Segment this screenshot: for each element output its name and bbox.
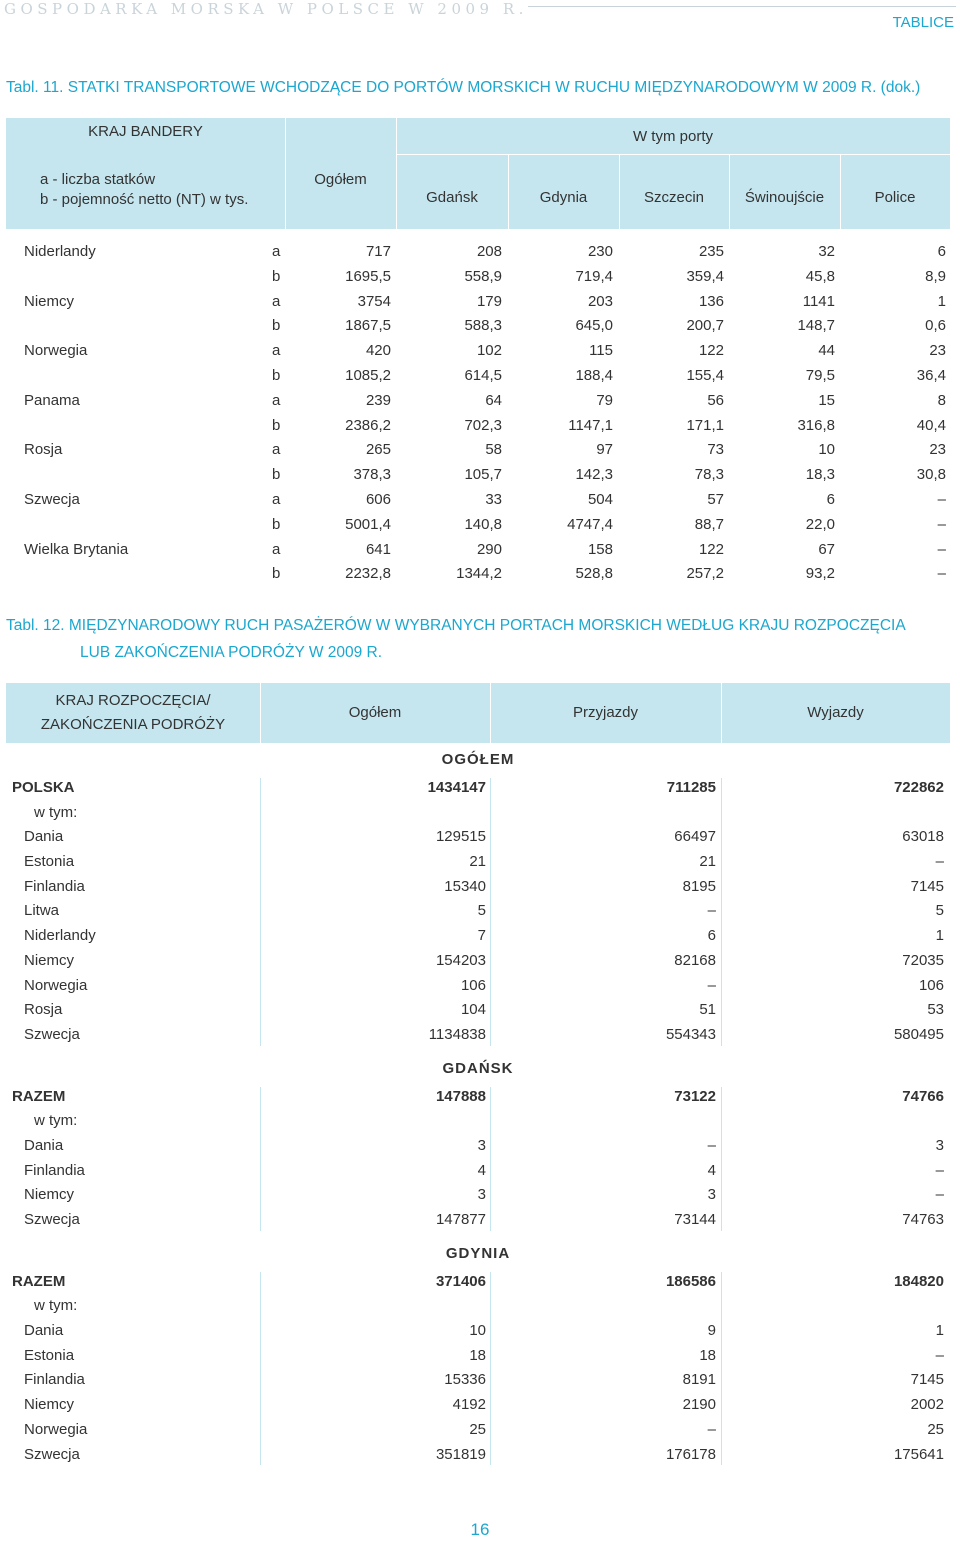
table11-title: Tabl. 11. STATKI TRANSPORTOWE WCHODZĄCE DO PORTÓW MORSKICH W RUCHU MIĘDZYNARODOWYM W 2009 R. (dok.): [6, 79, 921, 96]
cell-value: 554343: [665, 1025, 716, 1043]
cell-value: 40,4: [916, 416, 946, 434]
cell-value: 115: [589, 342, 613, 360]
cell-value: –: [937, 515, 946, 533]
cell-value: 2190: [682, 1396, 716, 1414]
cell-value: 717: [365, 243, 391, 260]
cell-value: 158: [587, 540, 613, 558]
cell-value: 32: [818, 243, 835, 260]
page-number: 16: [470, 1520, 490, 1539]
cell-value: –: [707, 1420, 716, 1438]
column-separator: [490, 1087, 491, 1231]
cell-value: 73144: [674, 1211, 716, 1228]
header-port-gdansk: Gdańsk: [426, 189, 478, 206]
cell-value: 10: [469, 1322, 486, 1340]
table-row: [6, 1183, 950, 1208]
cell-value: 147877: [435, 1211, 486, 1228]
cell-value: 171,1: [686, 416, 724, 434]
cell-value: –: [935, 1346, 944, 1364]
table12-title: Tabl. 12. MIĘDZYNARODOWY RUCH PASAŻERÓW W WYBRANYCH PORTACH MORSKICH WEDŁUG KRAJU ROZPOCZĘCIA: [6, 617, 906, 634]
cell-value: 200,7: [686, 317, 724, 335]
cell-value: 1085,2: [345, 366, 391, 384]
header-arrivals: Przyjazdy: [572, 704, 639, 721]
row-label: Niemcy: [24, 1396, 75, 1414]
cell-value: 72035: [902, 951, 944, 969]
cell-value: 23: [929, 441, 946, 459]
table-row: [6, 389, 950, 414]
cell-value: 30,8: [916, 466, 946, 484]
table-row: [6, 562, 950, 587]
cell-value: 558,9: [464, 267, 502, 285]
header-port-szczecin: Szczecin: [643, 189, 705, 206]
cell-value: 186586: [665, 1272, 716, 1290]
cell-value: 722862: [893, 779, 944, 796]
legend-b: b - pojemność netto (NT) w tys.: [40, 191, 249, 208]
cell-value: 702,3: [464, 416, 502, 434]
cell-value: 175641: [893, 1445, 944, 1463]
cell-value: 1434147: [427, 779, 486, 796]
cell-value: 122: [698, 342, 724, 360]
cell-value: –: [707, 902, 716, 920]
table-row: [6, 513, 950, 538]
cell-value: 528,8: [575, 565, 613, 583]
table-row: [6, 899, 950, 924]
table12-title-line2: LUB ZAKOŃCZENIA PODRÓŻY W 2009 R.: [80, 644, 383, 661]
cell-value: 188,4: [575, 366, 613, 384]
cell-value: 15336: [444, 1371, 486, 1389]
table-row: [6, 998, 950, 1023]
row-label: Dania: [24, 1136, 64, 1154]
cell-value: 3: [707, 1186, 716, 1204]
cell-value: 8191: [682, 1371, 716, 1389]
cell-value: 1867,5: [345, 317, 391, 335]
cell-value: 10: [818, 441, 835, 459]
row-indicator: b: [272, 565, 281, 583]
row-label: POLSKA: [12, 779, 75, 796]
row-label: Estonia: [24, 1346, 75, 1364]
cell-value: 6: [707, 927, 716, 945]
row-country: Szwecja: [24, 490, 80, 508]
cell-value: 105,7: [464, 466, 502, 484]
table-row: [6, 538, 950, 563]
cell-value: 8195: [682, 877, 716, 895]
cell-value: 3754: [357, 292, 391, 310]
table-row: [6, 1418, 950, 1443]
section-label: TABLICE: [892, 14, 954, 31]
row-indicator: a: [272, 441, 281, 459]
table-row: [6, 1023, 950, 1048]
column-separator: [260, 778, 261, 1046]
row-label: Niemcy: [24, 951, 75, 969]
cell-value: 64: [485, 391, 502, 409]
table-row: [6, 240, 950, 265]
cell-value: 57: [707, 490, 724, 508]
table11-header: [6, 118, 950, 229]
cell-value: 711285: [666, 779, 716, 796]
table-row: [6, 776, 950, 801]
cell-value: 265: [365, 441, 391, 459]
table11-body: [6, 240, 950, 587]
row-indicator: a: [272, 243, 281, 260]
cell-value: 641: [365, 540, 391, 558]
cell-value: 79,5: [805, 366, 835, 384]
table-row: [6, 1443, 950, 1468]
cell-value: 74763: [902, 1211, 944, 1228]
table-row: [6, 1159, 950, 1184]
row-label: Niderlandy: [24, 927, 96, 945]
running-head: GOSPODARKA MORSKA W POLSCE W 2009 R.: [4, 0, 528, 18]
table-row: [6, 364, 950, 389]
cell-value: 2232,8: [345, 565, 391, 583]
table-row: [6, 1294, 950, 1319]
column-separator: [490, 1272, 491, 1466]
cell-value: 73: [707, 441, 724, 459]
row-label: Niemcy: [24, 1186, 75, 1204]
table-row: [6, 850, 950, 875]
row-country: Norwegia: [24, 342, 88, 360]
cell-value: 88,7: [694, 515, 724, 533]
header-country: KRAJ BANDERY: [88, 123, 203, 140]
row-indicator: a: [272, 342, 281, 360]
cell-value: 106: [918, 976, 944, 994]
column-separator: [260, 1087, 261, 1231]
cell-value: 142,3: [575, 466, 613, 484]
row-label: Finlandia: [24, 1371, 85, 1389]
cell-value: 614,5: [464, 366, 502, 384]
cell-value: 2386,2: [345, 416, 391, 434]
cell-value: 359,4: [686, 267, 724, 285]
cell-value: –: [935, 1161, 944, 1179]
cell-value: 15: [818, 391, 835, 409]
header-port-police: Police: [874, 189, 916, 206]
row-label: Norwegia: [24, 976, 88, 994]
table-row: [6, 1368, 950, 1393]
cell-value: 8: [937, 391, 946, 409]
header-port-swinoujscie: Świnoujście: [744, 189, 825, 206]
cell-value: 645,0: [575, 317, 613, 335]
row-label: Norwegia: [24, 1420, 88, 1438]
row-label: Litwa: [24, 902, 60, 920]
header-rule: [528, 6, 956, 7]
cell-value: 36,4: [916, 366, 946, 384]
row-label: w tym:: [34, 803, 78, 821]
cell-value: 203: [587, 292, 613, 310]
cell-value: 97: [596, 441, 613, 459]
table-row: [6, 1109, 950, 1134]
cell-value: 179: [476, 292, 502, 310]
cell-value: 290: [476, 540, 502, 558]
cell-value: 82168: [674, 951, 716, 969]
column-separator: [721, 778, 722, 1046]
row-indicator: b: [272, 466, 281, 484]
cell-value: 504: [587, 490, 613, 508]
cell-value: 371406: [435, 1272, 486, 1290]
cell-value: –: [935, 1186, 944, 1204]
cell-value: 18: [699, 1346, 716, 1364]
table12-header: [6, 683, 950, 743]
cell-value: 1344,2: [456, 565, 502, 583]
row-country: Niderlandy: [24, 243, 96, 260]
cell-value: 719,4: [575, 267, 613, 285]
cell-value: 102: [476, 342, 502, 360]
cell-value: 9: [707, 1322, 716, 1340]
table-row: [6, 339, 950, 364]
cell-value: 257,2: [686, 565, 724, 583]
cell-value: 78,3: [694, 466, 724, 484]
cell-value: 53: [927, 1001, 944, 1019]
row-indicator: a: [272, 391, 281, 409]
cell-value: 56: [707, 391, 724, 409]
cell-value: 147888: [435, 1087, 486, 1105]
cell-value: 1141: [802, 292, 835, 310]
table-row: [6, 825, 950, 850]
table-row: [6, 463, 950, 488]
row-indicator: a: [272, 292, 281, 310]
cell-value: 4747,4: [567, 515, 613, 533]
cell-value: 1134838: [428, 1025, 486, 1043]
row-indicator: b: [272, 515, 281, 533]
cell-value: 6: [937, 243, 946, 260]
cell-value: 51: [699, 1001, 716, 1019]
table-row: [6, 488, 950, 513]
cell-value: 18: [469, 1346, 486, 1364]
cell-value: 378,3: [353, 466, 391, 484]
cell-value: 606: [365, 490, 391, 508]
section-label: GDYNIA: [445, 1244, 511, 1262]
row-country: Niemcy: [24, 292, 75, 310]
cell-value: 5: [935, 902, 944, 920]
table-row: [6, 1085, 950, 1110]
cell-value: –: [935, 853, 944, 871]
row-indicator: b: [272, 317, 281, 335]
row-label: RAZEM: [12, 1272, 66, 1290]
cell-value: 104: [460, 1001, 486, 1019]
row-label: Dania: [24, 828, 64, 846]
cell-value: –: [937, 565, 946, 583]
cell-value: 122: [698, 540, 724, 558]
row-label: Finlandia: [24, 1161, 85, 1179]
table-row: [6, 1208, 950, 1233]
cell-value: 140,8: [464, 515, 502, 533]
cell-value: 21: [699, 853, 716, 871]
cell-value: 3: [477, 1136, 486, 1154]
cell-value: 420: [365, 342, 391, 360]
cell-value: 184820: [893, 1272, 944, 1290]
row-country: Rosja: [24, 441, 63, 459]
row-indicator: a: [272, 540, 281, 558]
cell-value: 4: [707, 1161, 716, 1179]
row-indicator: a: [272, 490, 281, 508]
cell-value: 7145: [910, 1371, 944, 1389]
cell-value: 1695,5: [345, 267, 391, 285]
header-total: Ogółem: [348, 704, 402, 721]
cell-value: 4192: [452, 1396, 486, 1414]
cell-value: 176178: [665, 1445, 716, 1463]
cell-value: 33: [485, 490, 502, 508]
column-separator: [721, 1272, 722, 1466]
cell-value: –: [707, 1136, 716, 1154]
cell-value: 6: [826, 490, 835, 508]
cell-value: 316,8: [797, 416, 835, 434]
cell-value: 1: [935, 1322, 944, 1340]
table-row: [6, 1319, 950, 1344]
cell-value: 1: [935, 927, 944, 945]
cell-value: 25: [927, 1420, 944, 1438]
cell-value: 3: [477, 1186, 486, 1204]
table-row: [6, 924, 950, 949]
header-total: Ogółem: [314, 171, 367, 188]
cell-value: 148,7: [797, 317, 835, 335]
row-indicator: b: [272, 267, 281, 285]
section-heading: [6, 745, 950, 776]
table-row: [6, 949, 950, 974]
table-row: [6, 974, 950, 999]
cell-value: 580495: [893, 1025, 944, 1043]
table-row: [6, 875, 950, 900]
cell-value: 154203: [435, 951, 486, 969]
row-label: Estonia: [24, 853, 75, 871]
cell-value: 18,3: [805, 466, 835, 484]
section-label: OGÓŁEM: [441, 751, 515, 768]
row-label: Szwecja: [24, 1445, 80, 1463]
cell-value: 67: [818, 540, 835, 558]
table-row: [6, 265, 950, 290]
cell-value: 0,6: [925, 317, 946, 335]
header-ports-group: W tym porty: [632, 128, 713, 145]
cell-value: 21: [469, 853, 486, 871]
cell-value: 63018: [902, 828, 944, 846]
cell-value: 66497: [674, 828, 716, 846]
cell-value: 351819: [435, 1445, 486, 1463]
row-label: w tym:: [34, 1297, 78, 1315]
cell-value: –: [937, 490, 946, 508]
cell-value: 93,2: [805, 565, 835, 583]
table-row: [6, 1393, 950, 1418]
cell-value: 5001,4: [345, 515, 391, 533]
table-row: [6, 414, 950, 439]
cell-value: 79: [596, 391, 613, 409]
row-indicator: b: [272, 366, 281, 384]
cell-value: 136: [698, 292, 724, 310]
header-port-gdynia: Gdynia: [539, 189, 588, 206]
cell-value: –: [937, 540, 946, 558]
header-country-line1: KRAJ ROZPOCZĘCIA/: [55, 692, 211, 709]
row-indicator: b: [272, 416, 281, 434]
cell-value: 73122: [674, 1087, 716, 1105]
row-country: Wielka Brytania: [24, 540, 129, 558]
section-heading: [6, 1054, 950, 1085]
cell-value: 45,8: [805, 267, 835, 285]
cell-value: 25: [469, 1420, 486, 1438]
cell-value: 1147,1: [568, 416, 613, 434]
table-row: [6, 314, 950, 339]
section-gap: [6, 1467, 950, 1473]
section-label: GDAŃSK: [442, 1059, 514, 1077]
row-label: w tym:: [34, 1112, 78, 1130]
column-separator: [260, 1272, 261, 1466]
row-label: Rosja: [24, 1001, 63, 1019]
table-row: [6, 1134, 950, 1159]
cell-value: 1: [937, 292, 946, 310]
row-label: RAZEM: [12, 1087, 66, 1105]
cell-value: 235: [698, 243, 724, 260]
header-country-line2: ZAKOŃCZENIA PODRÓŻY: [40, 716, 226, 733]
legend-a: a - liczba statków: [40, 171, 156, 188]
cell-value: 22,0: [805, 515, 835, 533]
cell-value: 15340: [444, 877, 486, 895]
section-heading: [6, 1239, 950, 1270]
cell-value: 208: [476, 243, 502, 260]
cell-value: 3: [935, 1136, 944, 1154]
cell-value: 58: [485, 441, 502, 459]
column-separator: [490, 778, 491, 1046]
table-row: [6, 1344, 950, 1369]
cell-value: 74766: [902, 1087, 944, 1105]
cell-value: 239: [365, 391, 391, 409]
table-row: [6, 801, 950, 826]
cell-value: 8,9: [925, 267, 946, 285]
row-label: Szwecja: [24, 1025, 80, 1043]
cell-value: 588,3: [464, 317, 502, 335]
cell-value: 230: [587, 243, 613, 260]
cell-value: 7: [477, 927, 486, 945]
cell-value: 44: [818, 342, 835, 360]
cell-value: 155,4: [686, 366, 724, 384]
row-country: Panama: [24, 391, 80, 409]
table-row: [6, 438, 950, 463]
cell-value: –: [707, 976, 716, 994]
cell-value: 7145: [910, 877, 944, 895]
cell-value: 23: [929, 342, 946, 360]
table-row: [6, 290, 950, 315]
table-row: [6, 1270, 950, 1295]
table12-body: [6, 745, 950, 1473]
header-departures: Wyjazdy: [807, 704, 864, 721]
row-label: Dania: [24, 1322, 64, 1340]
column-separator: [721, 1087, 722, 1231]
cell-value: 106: [460, 976, 486, 994]
row-label: Szwecja: [24, 1211, 80, 1228]
cell-value: 4: [477, 1161, 486, 1179]
cell-value: 5: [477, 902, 486, 920]
cell-value: 2002: [910, 1396, 944, 1414]
row-label: Finlandia: [24, 877, 85, 895]
cell-value: 129515: [435, 828, 486, 846]
